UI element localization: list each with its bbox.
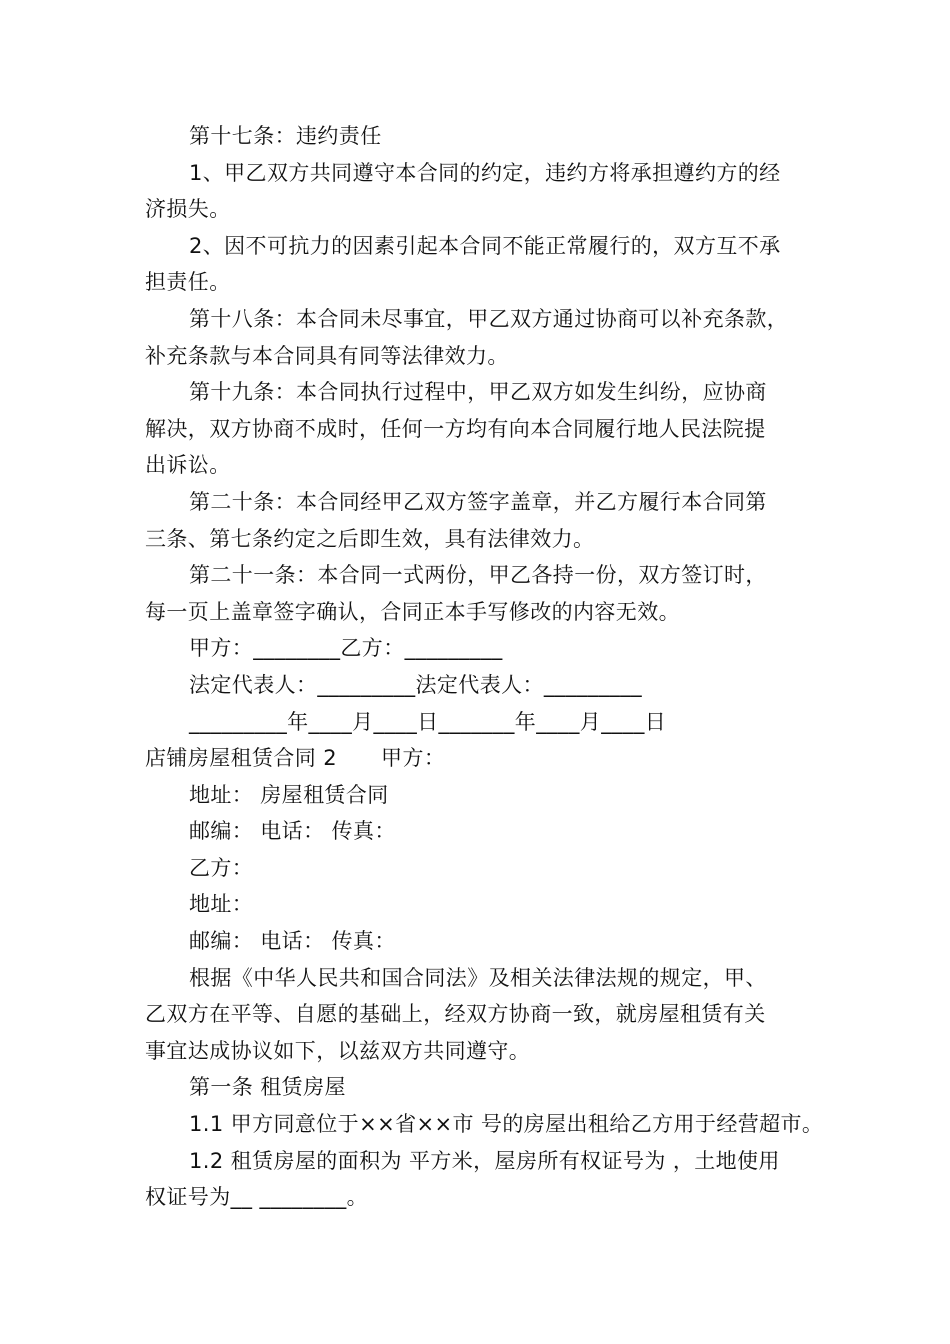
- article-1-heading: 第一条 租赁房屋: [189, 1075, 346, 1100]
- party-b-address: 地址：: [189, 892, 254, 917]
- clause-1-2-line-1: 1.2 租赁房屋的面积为 平方米，屋房所有权证号为 ，土地使用: [189, 1148, 780, 1173]
- contract-2-title-line: [145, 740, 810, 777]
- clause-1-2-line-2: 权证号为__ ________。: [145, 1185, 369, 1210]
- party-a-contact: 邮编： 电话： 传真：: [189, 819, 396, 844]
- article-18-line-1: 第十八条：本合同未尽事宜，甲乙双方通过协商可以补充条款，: [189, 306, 789, 331]
- document-page: [145, 118, 824, 1216]
- contract-2-title: 店铺房屋租赁合同 2: [145, 746, 338, 771]
- signature-parties-line: 甲方：________乙方：_________: [189, 636, 503, 661]
- article-20-line-1: 第二十条：本合同经甲乙双方签字盖章，并乙方履行本合同第: [189, 489, 767, 514]
- clause-17-2-line-1: 2、因不可抗力的因素引起本合同不能正常履行的，双方互不承: [189, 233, 781, 258]
- preamble-line-1: 根据《中华人民共和国合同法》及相关法律法规的规定，甲、: [189, 965, 767, 990]
- article-19-line-3: 出诉讼。: [145, 453, 231, 478]
- clause-17-2-line-2: 担责任。: [145, 270, 231, 295]
- article-21-line-2: 每一页上盖章签字确认，合同正本手写修改的内容无效。: [145, 599, 680, 624]
- article-17-heading: 第十七条：违约责任: [189, 124, 382, 148]
- article-19-line-2: 解决，双方协商不成时，任何一方均有向本合同履行地人民法院提: [145, 416, 766, 441]
- preamble-line-3: 事宜达成协议如下，以兹双方共同遵守。: [145, 1038, 531, 1063]
- article-20-line-2: 三条、第七条约定之后即生效，具有法律效力。: [145, 526, 595, 551]
- party-a-address: 地址： 房屋租赁合同: [189, 782, 389, 807]
- article-19-line-1: 第十九条：本合同执行过程中，甲乙双方如发生纠纷，应协商: [189, 380, 767, 405]
- party-b-contact: 邮编： 电话： 传真：: [189, 929, 396, 954]
- article-18-line-2: 补充条款与本合同具有同等法律效力。: [145, 343, 509, 368]
- clause-1-1: 1.1 甲方同意位于××省××市 号的房屋出租给乙方用于经营超市。: [189, 1112, 824, 1137]
- party-b-label: 乙方：: [189, 855, 254, 880]
- clause-17-1-line-1: 1、甲乙双方共同遵守本合同的约定，违约方将承担遵约方的经: [189, 160, 781, 185]
- signature-representatives-line: 法定代表人：_________法定代表人：_________: [189, 672, 642, 697]
- signature-date-line: _________年____月____日_______年____月____日: [189, 709, 667, 734]
- clause-17-1-line-2: 济损失。: [145, 197, 231, 222]
- party-a-label: 甲方：: [381, 746, 446, 771]
- preamble-line-2: 乙双方在平等、自愿的基础上，经双方协商一致，就房屋租赁有关: [145, 1002, 766, 1027]
- article-21-line-1: 第二十一条：本合同一式两份，甲乙各持一份，双方签订时，: [189, 563, 767, 588]
